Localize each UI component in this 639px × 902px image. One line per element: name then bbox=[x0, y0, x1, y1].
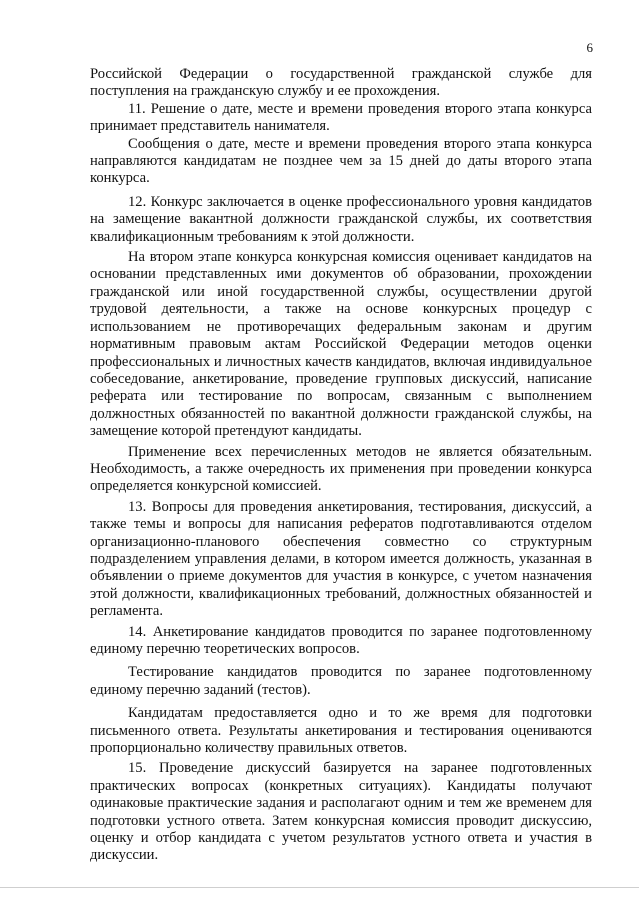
paragraph-written-answer: Кандидатам предоставляется одно и то же время для подготовки письменного ответа. Результаты анкетирования и тестирования оцениваются пропорционально количеству правильных ответов. bbox=[90, 705, 592, 757]
paragraph-item-11: 11. Решение о дате, месте и времени проведения второго этапа конкурса принимает представитель нанимателя. bbox=[90, 100, 592, 135]
document-body bbox=[90, 66, 592, 865]
paragraph-item-12: 12. Конкурс заключается в оценке профессионального уровня кандидатов на замещение вакантной должности гражданской службы, их соответствия квалификационным требованиям к этой должности. bbox=[90, 193, 592, 245]
paragraph-methods: Применение всех перечисленных методов не является обязательным. Необходимость, а также очередность их применения при проведении конкурса определяется конкурсной комиссией. bbox=[90, 443, 592, 495]
scan-edge-line bbox=[0, 887, 639, 888]
paragraph-item-13: 13. Вопросы для проведения анкетирования, тестирования, дискуссий, а также темы и вопросы для написания рефератов подготавливаются отделом организационно-планового обеспечения совместно со структурным подразделением управления делами, в котором имеется должность, указанная в объявлении о приеме документов для участия в конкурсе, с учетом назначения этой должности, квалификационных требований, должностных обязанностей и регламента. bbox=[90, 498, 592, 620]
paragraph-testing: Тестирование кандидатов проводится по заранее подготовленному единому перечню заданий (тестов). bbox=[90, 664, 592, 698]
paragraph-continuation: Российской Федерации о государственной гражданской службе для поступления на гражданскую службу и ее прохождения. bbox=[90, 66, 592, 100]
paragraph-item-14: 14. Анкетирование кандидатов проводится по заранее подготовленному единому перечню теоретических вопросов. bbox=[90, 623, 592, 657]
page-number: 6 bbox=[586, 40, 593, 55]
paragraph-second-stage: На втором этапе конкурса конкурсная комиссия оценивает кандидатов на основании представленных ими документов об образовании, прохождении гражданской или иной государственной службы, осуществлении другой трудовой деятельности, а также на основе конкурсных процедур с использованием не противоречащих федеральным законам и другим нормативным правовым актам Российской Федерации методов оценки профессиональных и личностных качеств кандидатов, включая индивидуальное собеседование, анкетирование, проведение групповых дискуссий, написание реферата или тестирование по вопросам, связанным с выполнением должностных обязанностей по вакантной должности гражданской службы, на замещение которой претендуют кандидаты. bbox=[90, 249, 592, 440]
paragraph-item-15: 15. Проведение дискуссий базируется на заранее подготовленных практических вопросах (конкретных ситуациях). Кандидаты получают одинаковые практические задания и располагают одним и тем же временем для подготовки устного ответа. Затем конкурсная комиссия проводит дискуссию, оценку и отбор кандидата с учетом результатов устного ответа и участия в дискуссии. bbox=[90, 760, 592, 864]
paragraph-notification: Сообщения о дате, месте и времени проведения второго этапа конкурса направляются кандидатам не позднее чем за 15 дней до даты второго этапа конкурса. bbox=[90, 135, 592, 187]
